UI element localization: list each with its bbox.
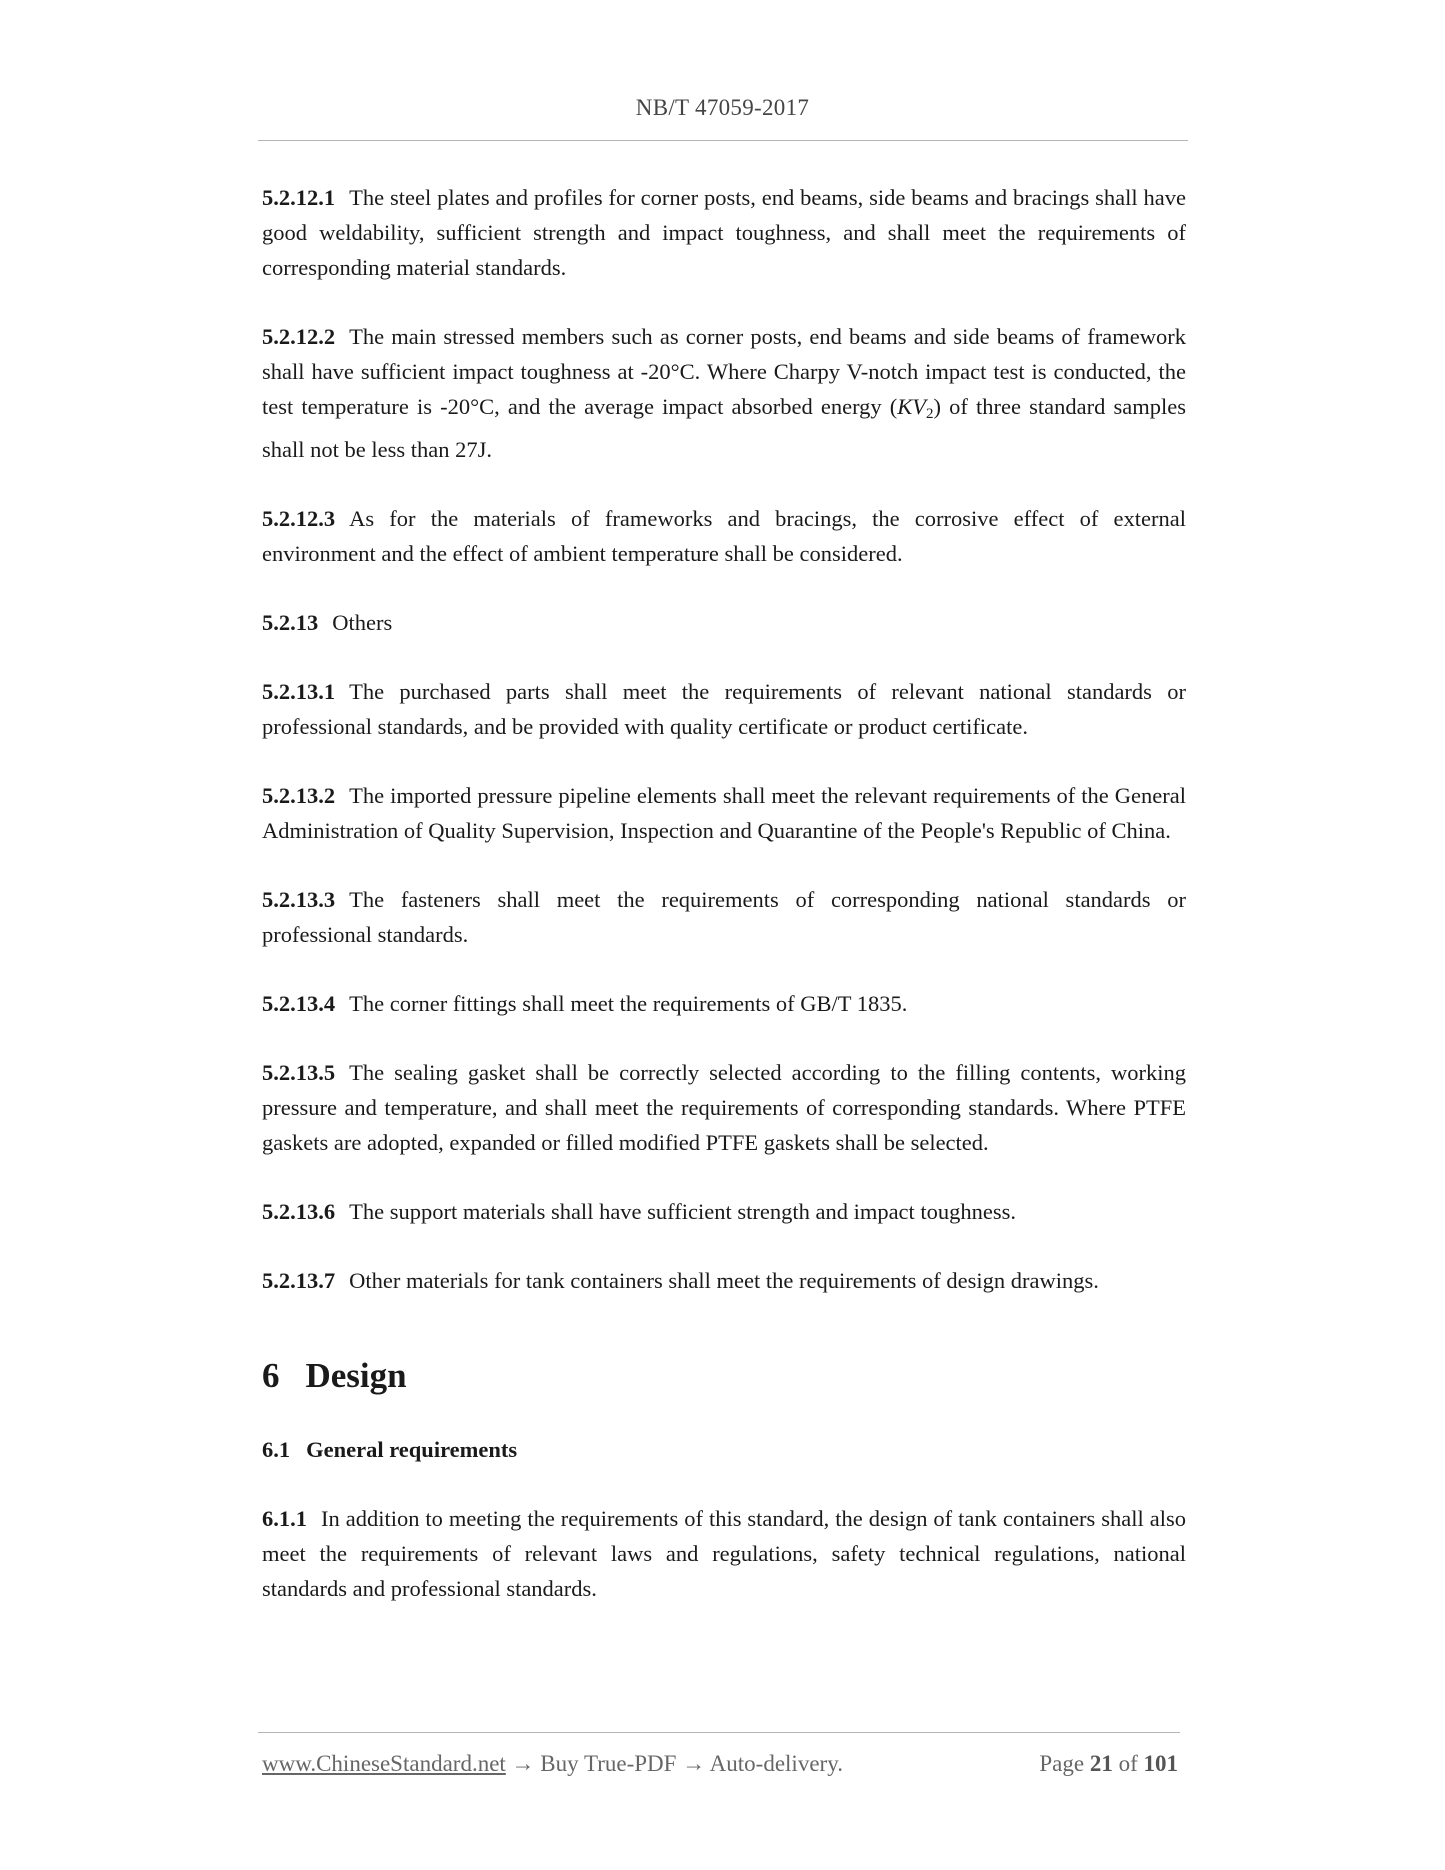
chapter-number: 6 — [262, 1356, 280, 1395]
clause-5-2-13-7 — [262, 1263, 1186, 1298]
clause-5-2-13 — [262, 605, 1186, 640]
arrow-icon: → — [682, 1751, 706, 1776]
page-indicator — [1039, 1751, 1178, 1777]
section-heading — [262, 1432, 1186, 1467]
clause-text: As for the materials of frameworks and bracings, the corrosive effect of external environment and the effect of ambient temperature shall be considered. — [262, 506, 1186, 566]
clause-text: The corner fittings shall meet the requirements of GB/T 1835. — [349, 991, 908, 1016]
clause-5-2-12-3 — [262, 501, 1186, 571]
clause-text: The support materials shall have sufficient strength and impact toughness. — [349, 1199, 1017, 1224]
header-divider — [258, 140, 1188, 141]
document-code-header: NB/T 47059-2017 — [635, 95, 810, 120]
clause-5-2-12-2 — [262, 319, 1186, 467]
clause-number: 5.2.13.5 — [262, 1060, 336, 1085]
clause-number: 5.2.13.1 — [262, 679, 336, 704]
clause-5-2-13-1 — [262, 674, 1186, 744]
clause-text: The fasteners shall meet the requirements of corresponding national standards or professional standards. — [262, 887, 1186, 947]
clause-text: The imported pressure pipeline elements shall meet the relevant requirements of the General Administration of Quality Supervision, Inspection and Quarantine of the People's Republic of China. — [262, 783, 1186, 843]
clause-5-2-13-3 — [262, 882, 1186, 952]
clause-5-2-12-1 — [262, 180, 1186, 285]
clause-number: 5.2.13 — [262, 610, 319, 635]
of-word: of — [1118, 1751, 1138, 1776]
chapter-heading — [262, 1354, 1186, 1398]
clause-number: 6.1.1 — [262, 1506, 307, 1531]
section-number: 6.1 — [262, 1437, 291, 1462]
buy-true-pdf-text: Buy True-PDF — [540, 1751, 677, 1776]
energy-symbol: KV — [897, 394, 927, 419]
clause-number: 5.2.13.2 — [262, 783, 336, 808]
clause-5-2-13-5 — [262, 1055, 1186, 1160]
total-pages-number: 101 — [1143, 1751, 1178, 1776]
clause-5-2-13-2 — [262, 778, 1186, 848]
footer-left — [262, 1751, 843, 1777]
clause-5-2-13-4 — [262, 986, 1186, 1021]
current-page-number: 21 — [1089, 1751, 1113, 1776]
footer-divider — [258, 1732, 1180, 1733]
clause-number: 5.2.13.4 — [262, 991, 336, 1016]
clause-text: In addition to meeting the requirements of this standard, the design of tank containers shall also meet the requirements of relevant laws and regulations, safety technical regulations, national standards and professional standards. — [262, 1506, 1186, 1601]
clause-number: 5.2.12.3 — [262, 506, 336, 531]
clause-text: Others — [332, 610, 393, 635]
page-content — [262, 180, 1186, 1640]
website-link[interactable]: www.ChineseStandard.net — [262, 1751, 506, 1776]
auto-delivery-text: Auto-delivery. — [709, 1751, 843, 1776]
clause-number: 5.2.13.3 — [262, 887, 336, 912]
clause-text: The steel plates and profiles for corner posts, end beams, side beams and bracings shall have good weldability, sufficient strength and impact toughness, and shall meet the requirements of corresponding material standards. — [262, 185, 1186, 280]
clause-text-continued: ) of three standard samples shall not be less than 27J. — [262, 394, 1186, 462]
clause-6-1-1 — [262, 1501, 1186, 1606]
clause-text: The main stressed members such as corner posts, end beams and side beams of framework shall have sufficient impact toughness at -20°C. Where Charpy V-notch impact test is conducted, the test temperature is -20°C, and the average impact absorbed energy ( — [262, 324, 1186, 419]
clause-number: 5.2.12.2 — [262, 324, 336, 349]
clause-text: Other materials for tank containers shall meet the requirements of design drawings. — [349, 1268, 1099, 1293]
clause-text: The purchased parts shall meet the requirements of relevant national standards or professional standards, and be provided with quality certificate or product certificate. — [262, 679, 1186, 739]
energy-subscript: 2 — [926, 406, 934, 422]
page-word: Page — [1039, 1751, 1085, 1776]
clause-text: The sealing gasket shall be correctly selected according to the filling contents, working pressure and temperature, and shall meet the requirements of corresponding standards. Where PTFE gaskets are adopted, expanded or filled modified PTFE gaskets shall be selected. — [262, 1060, 1186, 1155]
arrow-icon: → — [511, 1751, 535, 1776]
clause-5-2-13-6 — [262, 1194, 1186, 1229]
section-title: General requirements — [306, 1437, 518, 1462]
clause-number: 5.2.13.6 — [262, 1199, 336, 1224]
clause-number: 5.2.12.1 — [262, 185, 336, 210]
page-footer — [262, 1751, 1178, 1777]
chapter-title: Design — [305, 1356, 407, 1395]
clause-number: 5.2.13.7 — [262, 1268, 336, 1293]
